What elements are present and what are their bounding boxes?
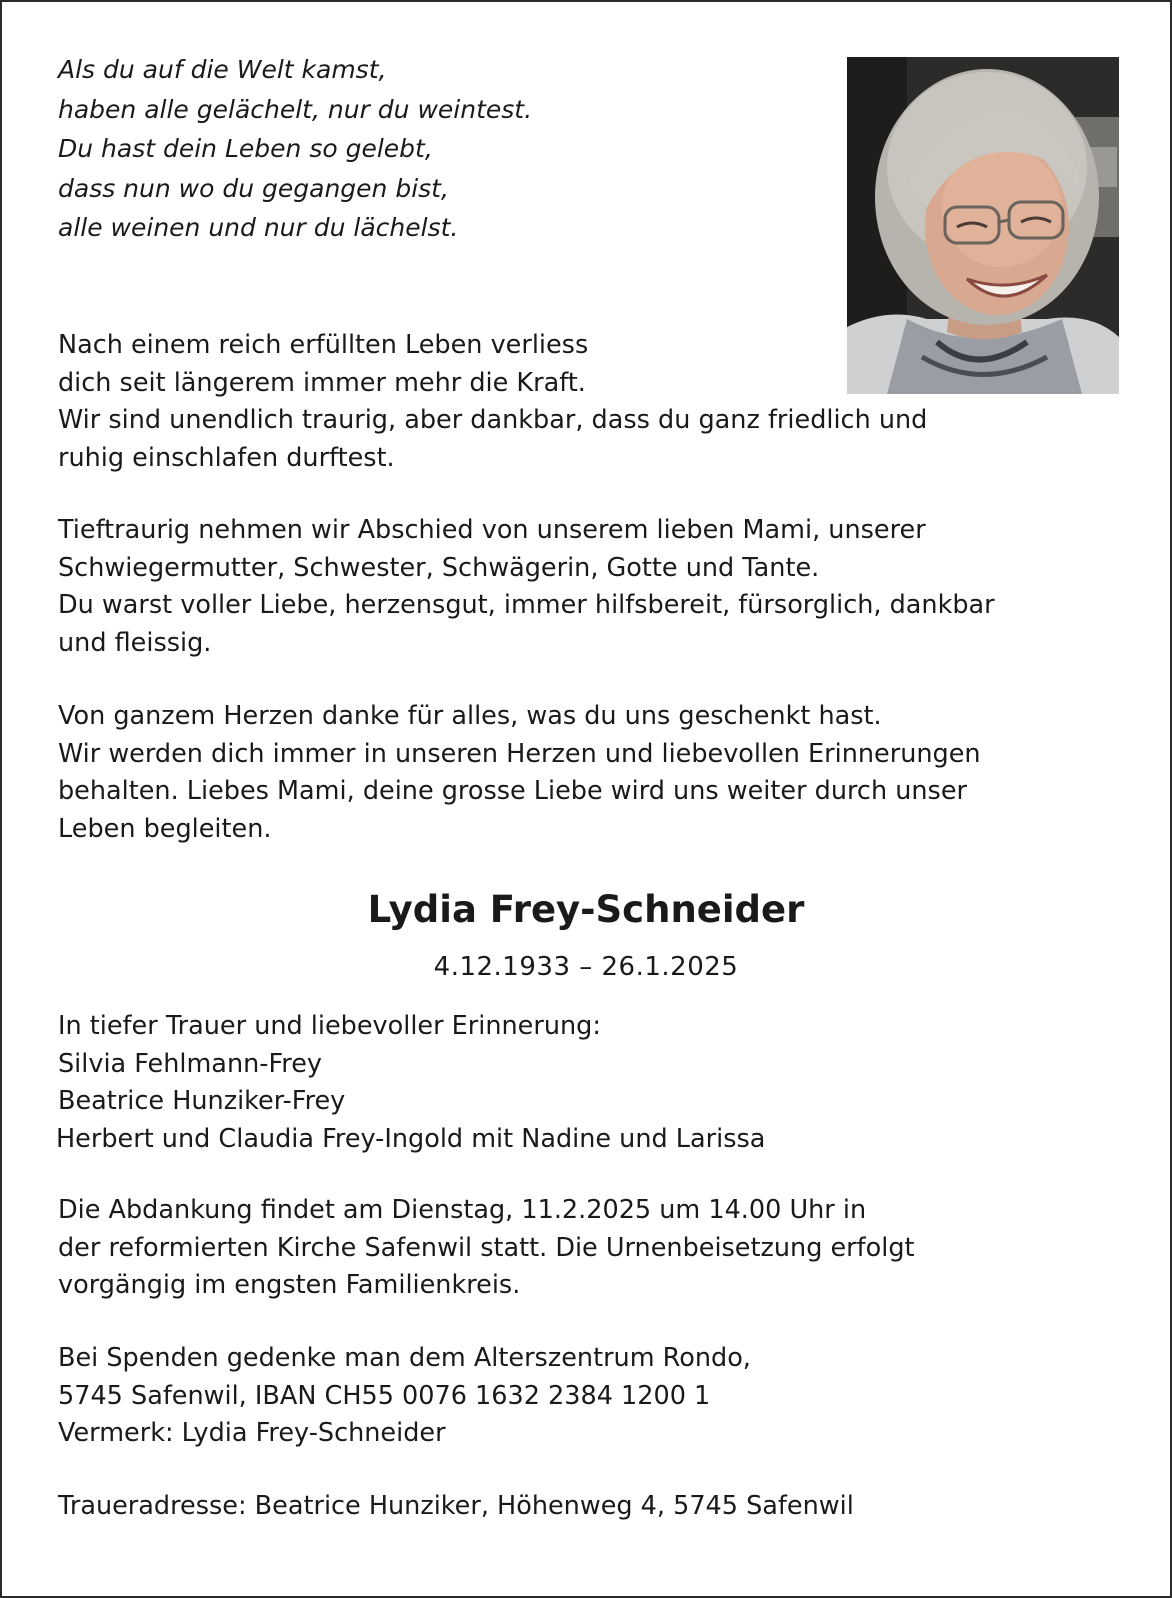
life-dates: 4.12.1933 – 26.1.2025 [433, 952, 739, 982]
text-line: Wir sind unendlich traurig, aber dankbar, dass du ganz friedlich und [58, 405, 928, 435]
paragraph-thanks [58, 698, 981, 848]
poem-line: Als du auf die Welt kamst, [58, 55, 387, 84]
paragraph-mourning [58, 512, 995, 662]
text-line: der reformierten Kirche Safenwil statt. Die Urnenbeisetzung erfolgt [58, 1232, 915, 1263]
text-line: Leben begleiten. [58, 813, 272, 844]
text-line: dich seit längerem immer mehr die Kraft. [58, 367, 586, 398]
mourner-name: Herbert und Claudia Frey-Ingold mit Nadine und Larissa [56, 1123, 766, 1154]
text-line: Wir werden dich immer in unseren Herzen und liebevollen Erinnerungen [58, 738, 981, 769]
text-line: Von ganzem Herzen danke für alles, was du uns geschenkt hast. [58, 701, 882, 731]
text-line: Traueradresse: Beatrice Hunziker, Höhenweg 4, 5745 Safenwil [58, 1491, 854, 1521]
poem [58, 50, 532, 248]
text-line: ruhig einschlafen durftest. [58, 442, 395, 473]
text-line: behalten. Liebes Mami, deine grosse Liebe wird uns weiter durch unser [58, 776, 967, 806]
mourners-list [58, 1008, 765, 1158]
deceased-name: Lydia Frey-Schneider [367, 888, 805, 931]
poem-line: Du hast dein Leben so gelebt, [58, 134, 433, 163]
poem-line: alle weinen und nur du lächelst. [58, 213, 459, 242]
text-line: Die Abdankung findet am Dienstag, 11.2.2025 um 14.00 Uhr in [58, 1195, 867, 1225]
mourning-address [58, 1488, 854, 1526]
text-line: Bei Spenden gedenke man dem Alterszentrum Rondo, [58, 1343, 751, 1373]
paragraph-farewell [58, 327, 927, 477]
text-line: Vermerk: Lydia Frey-Schneider [58, 1418, 446, 1448]
mourner-name: Beatrice Hunziker-Frey [58, 1086, 346, 1116]
text-line: Tieftraurig nehmen wir Abschied von unserem lieben Mami, unserer [58, 515, 926, 545]
text-line: Nach einem reich erfüllten Leben verliess [58, 330, 589, 360]
text-line: In tiefer Trauer und liebevoller Erinnerung: [58, 1011, 601, 1041]
text-line: und fleissig. [58, 627, 212, 658]
poem-line: dass nun wo du gegangen bist, [58, 173, 449, 203]
text-line: Du warst voller Liebe, herzensgut, immer hilfsbereit, fürsorglich, dankbar [58, 590, 995, 620]
poem-line: haben alle gelächelt, nur du weintest. [58, 94, 533, 124]
text-line: 5745 Safenwil, IBAN CH55 0076 1632 2384 1200 1 [58, 1380, 711, 1411]
mourner-name: Silvia Fehlmann-Frey [58, 1048, 322, 1079]
text-line: vorgängig im engsten Familienkreis. [58, 1270, 521, 1300]
donation-info [58, 1340, 751, 1453]
service-info [58, 1192, 915, 1305]
text-line: Schwiegermutter, Schwester, Schwägerin, Gotte und Tante. [58, 552, 820, 583]
